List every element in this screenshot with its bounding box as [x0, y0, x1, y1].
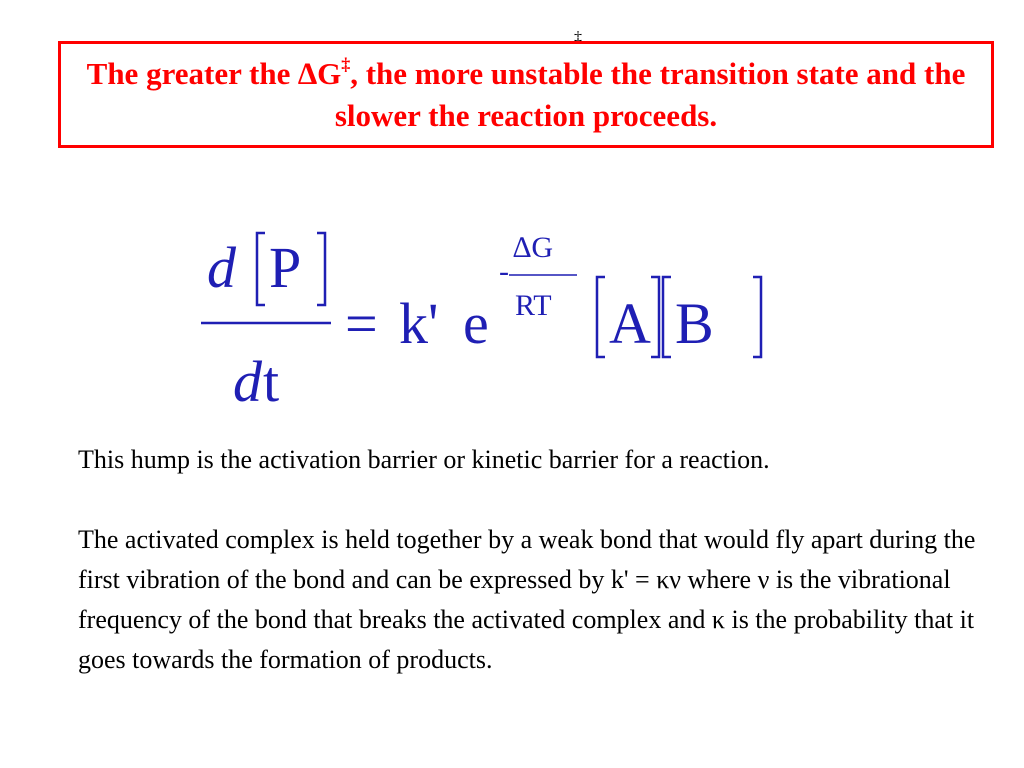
exponential-base: e [463, 291, 489, 356]
numerator-var: P [269, 235, 302, 300]
bracket-a-right [651, 277, 659, 357]
bracket-b-left [663, 277, 671, 357]
denominator-var: t [263, 349, 280, 414]
exponent-sign: - [499, 255, 509, 288]
rate-constant: k' [399, 291, 439, 356]
stray-dagger-mark: ‡ [574, 29, 582, 46]
exponent-denominator: RT [515, 289, 552, 322]
bracket-b-right [753, 277, 761, 357]
numerator-d: d [207, 235, 236, 300]
callout-text-after: , the more unstable the transition state and the slower the reaction proceeds. [334, 55, 966, 133]
concentration-b: B [675, 291, 714, 356]
exponent-numerator: ∆G [513, 231, 554, 264]
callout-dagger: ‡ [341, 54, 351, 75]
callout-box [58, 41, 994, 148]
paragraph-gap [78, 480, 998, 520]
concentration-a: A [609, 291, 651, 356]
bracket-p-right [317, 233, 325, 305]
equals-sign: = [345, 291, 378, 356]
body-text [78, 440, 998, 680]
paragraph-activation-barrier: This hump is the activation barrier or kinetic barrier for a reaction. [78, 445, 770, 474]
rate-equation [185, 205, 805, 435]
paragraph-activated-complex: The activated complex is held together by a weak bond that would fly apart during the first vibration of the bond and can be expressed by k' = κν where ν is the vibrational frequency of the bond that breaks the activated complex and κ is the probability that it goes towards the formation of products. [78, 525, 976, 674]
callout-text [61, 53, 991, 137]
bracket-p-left [257, 233, 265, 305]
denominator-d: d [233, 349, 262, 414]
callout-text-before: The greater the ∆G [86, 55, 342, 91]
bracket-a-left [597, 277, 605, 357]
